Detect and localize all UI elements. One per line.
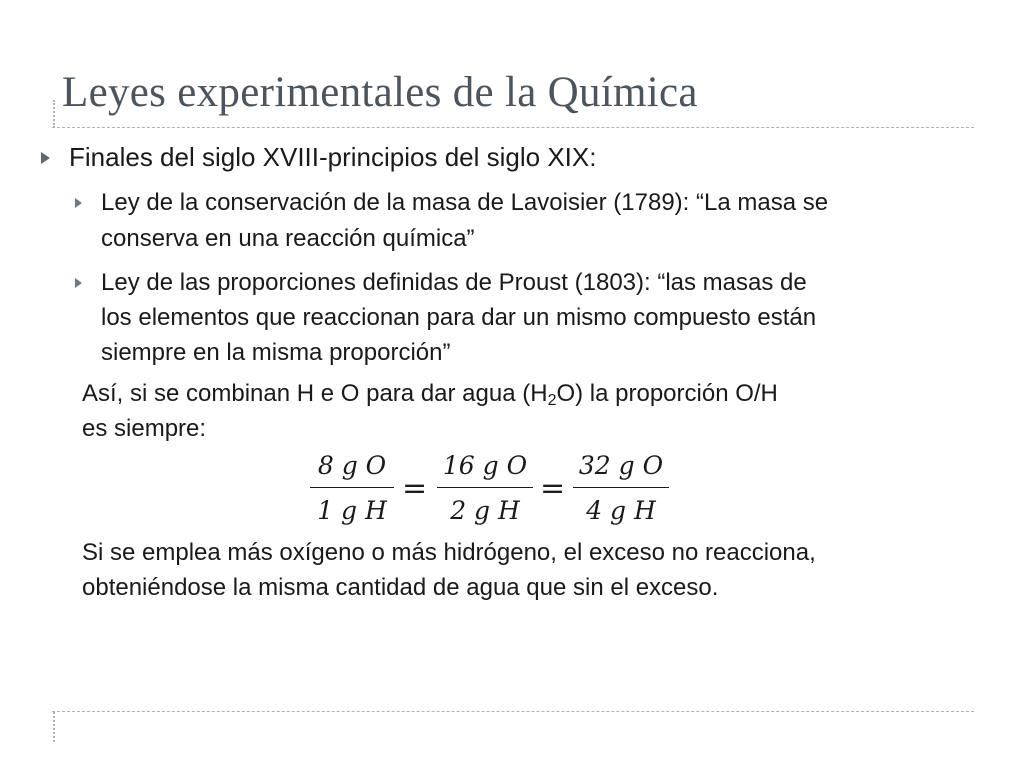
- fraction-denominator: 4 g H: [586, 496, 656, 525]
- law2-line1: Ley de las proporciones definidas de Proust (1803): “las masas de: [101, 269, 807, 296]
- fraction-bar: [573, 487, 669, 488]
- fraction-bar: [437, 487, 533, 488]
- heading-bullet-text: Finales del siglo XVIII-principios del siglo XIX:: [69, 142, 597, 172]
- fraction-numerator: 8 g O: [317, 451, 387, 480]
- law2-line2: los elementos que reaccionan para dar un mismo compuesto están: [101, 304, 817, 331]
- conclusion-line1: Si se emplea más oxígeno o más hidrógeno, el exceso no reacciona,: [82, 539, 816, 566]
- fraction-numerator: 16 g O: [442, 451, 528, 480]
- fraction-16-over-2: [437, 447, 533, 530]
- example-line2: es siempre:: [82, 415, 207, 442]
- fraction-numerator: 32 g O: [578, 451, 664, 480]
- subscript-two: 2: [547, 392, 557, 409]
- fraction-denominator: 2 g H: [450, 496, 520, 525]
- fraction-8-over-1: [310, 447, 394, 530]
- law1-line1: Ley de la conservación de la masa de Lavoisier (1789): “La masa se: [101, 189, 829, 216]
- example-line1: Así, si se combinan H e O para dar agua $(H_2O)$ la proporción O/H: [82, 380, 778, 409]
- title-divider: [52, 127, 974, 128]
- equals-sign: =: [540, 471, 566, 506]
- top-corner-decoration: [53, 100, 55, 128]
- triangle-bullet-icon: [75, 198, 82, 208]
- slide-title: Leyes experimentales de la Química: [62, 69, 698, 116]
- fraction-32-over-4: [573, 447, 669, 530]
- fraction-bar: [310, 487, 394, 488]
- law1-line2: conserva en una reacción química”: [101, 225, 475, 252]
- equals-sign: =: [402, 471, 428, 506]
- triangle-bullet-icon: [75, 278, 82, 288]
- footer-divider: [52, 711, 974, 712]
- triangle-bullet-icon: [41, 152, 50, 164]
- bottom-corner-decoration: [53, 712, 55, 742]
- fraction-denominator: 1 g H: [317, 496, 387, 525]
- conclusion-line2: obteniéndose la misma cantidad de agua que sin el exceso.: [82, 574, 719, 601]
- law2-line3: siempre en la misma proporción”: [101, 339, 451, 366]
